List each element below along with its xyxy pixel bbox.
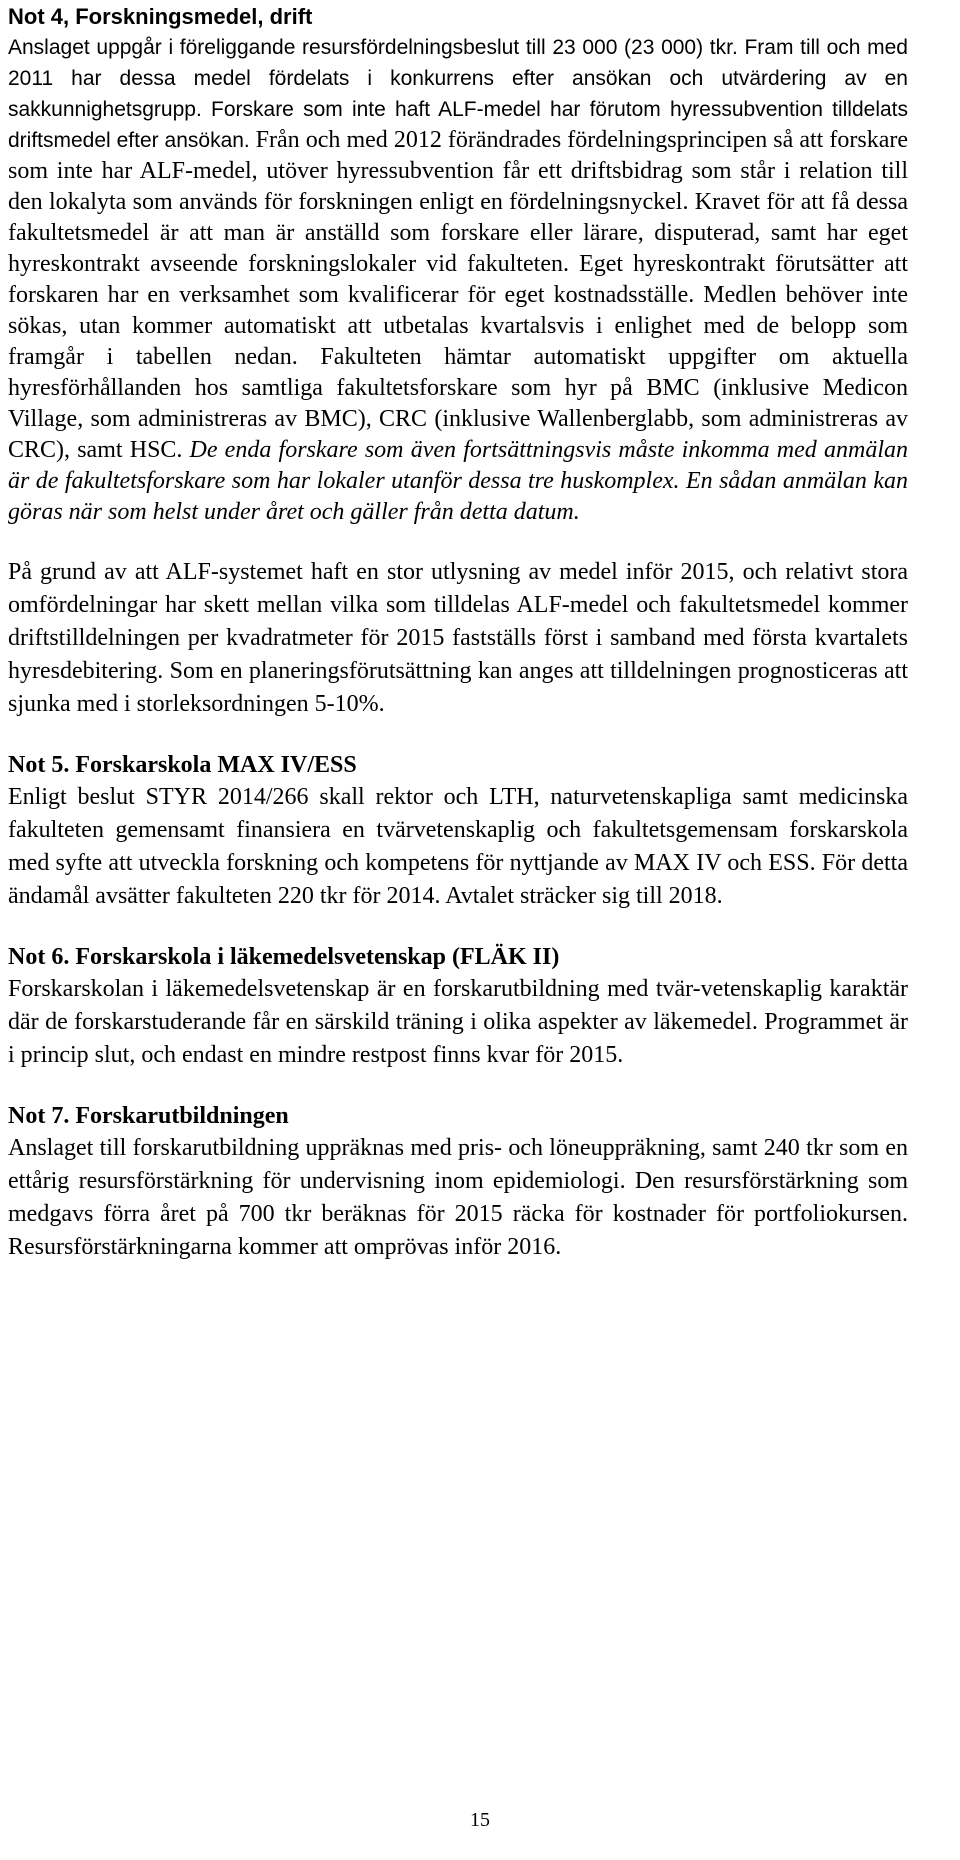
note-5-title: Not 5. Forskarskola MAX IV/ESS — [8, 752, 357, 778]
note-4-body-sans: Anslaget uppgår i föreliggande resursfördelningsbeslut till 23 000 (23 000) tkr. Fram till och med 2011 har dessa medel fördelats i konkurrens efter ansökan och utvärdering av en sakkunnighetsgrupp. Forskare som inte haft ALF-medel har förutom hyressubvention tilldelats driftsmedel efter ansökan. — [8, 36, 908, 152]
document-page — [8, 0, 908, 1264]
page-number-text: 15 — [470, 1809, 490, 1831]
note-4-title: Not 4, Forskningsmedel, drift — [8, 4, 313, 29]
note-4-section — [8, 0, 908, 721]
note-5-body: Enligt beslut STYR 2014/266 skall rektor och LTH, naturvetenskapliga samt medicinska fakulteten gemensamt finansiera en tvärvetenskaplig och fakultetsgemensam forskarskola med syfte att utveckla forskning och kompetens för nyttjande av MAX IV och ESS. För detta ändamål avsätter fakulteten 220 tkr för 2014. Avtalet sträcker sig till 2018. — [8, 784, 908, 909]
note-4-body-serif: Från och med 2012 förändrades fördelningsprincipen så att forskare som inte har ALF-medel, utöver hyressubvention får ett driftsbidrag som står i relation till den lokalyta som används för forskningen enligt en fördelningsnyckel. Kravet för att få dessa fakultetsmedel är att man är anställd som forskare eller lärare, disputerad, samt har eget hyreskontrakt avseende forskningslokaler vid fakulteten. Eget hyreskontrakt förutsätter att forskaren har en verksamhet som kvalificerar för eget kostnadsställe. Medlen behöver inte sökas, utan kommer automatiskt att utbetalas kvartalsvis i enlighet med de belopp som framgår i tabellen nedan. Fakulteten hämtar automatiskt uppgifter om aktuella hyresförhållanden hos samtliga fakultetsforskare som hyr på BMC (inklusive Medicon Village, som administreras av BMC), CRC (inklusive Wallenberglabb, som administreras av CRC), samt HSC. — [8, 127, 908, 463]
note-7-body: Anslaget till forskarutbildning uppräknas med pris- och löneuppräkning, samt 240 tkr som en ettårig resursförstärkning för undervisning inom epidemiologi. Den resursförstärkning som medgavs förra året på 700 tkr beräknas för 2015 räcka för kostnader för portfoliokursen. Resursförstärkningarna kommer att omprövas inför 2016. — [8, 1135, 908, 1260]
note-7-section — [8, 1100, 908, 1264]
note-6-title: Not 6. Forskarskola i läkemedelsvetenskap (FLÄK II) — [8, 944, 560, 970]
note-6-body: Forskarskolan i läkemedelsvetenskap är en forskarutbildning med tvär-vetenskaplig karaktär där de forskarstuderande får en särskild träning i olika aspekter av läkemedel. Programmet är i princip slut, och endast en mindre restpost finns kvar för 2015. — [8, 976, 908, 1068]
note-5-section — [8, 749, 908, 913]
note-4-body-italic: De enda forskare som även fortsättningsvis måste inkomma med anmälan är de fakultetsforskare som har lokaler utanför dessa tre huskomplex. En sådan anmälan kan göras när som helst under året och gäller från detta datum. — [8, 437, 908, 525]
page-number — [0, 1808, 960, 1832]
note-4-body — [8, 32, 908, 528]
note-4-paragraph-2: På grund av att ALF-systemet haft en stor utlysning av medel inför 2015, och relativt stora omfördelningar har skett mellan vilka som tilldelas ALF-medel och fakultetsmedel kommer driftstilldelningen per kvadratmeter för 2015 fastställs först i samband med första kvartalets hyresdebitering. Som en planeringsförutsättning kan anges att tilldelningen prognosticeras att sjunka med i storleksordningen 5-10%. — [8, 559, 908, 717]
note-7-title: Not 7. Forskarutbildningen — [8, 1103, 289, 1129]
note-6-section — [8, 941, 908, 1072]
